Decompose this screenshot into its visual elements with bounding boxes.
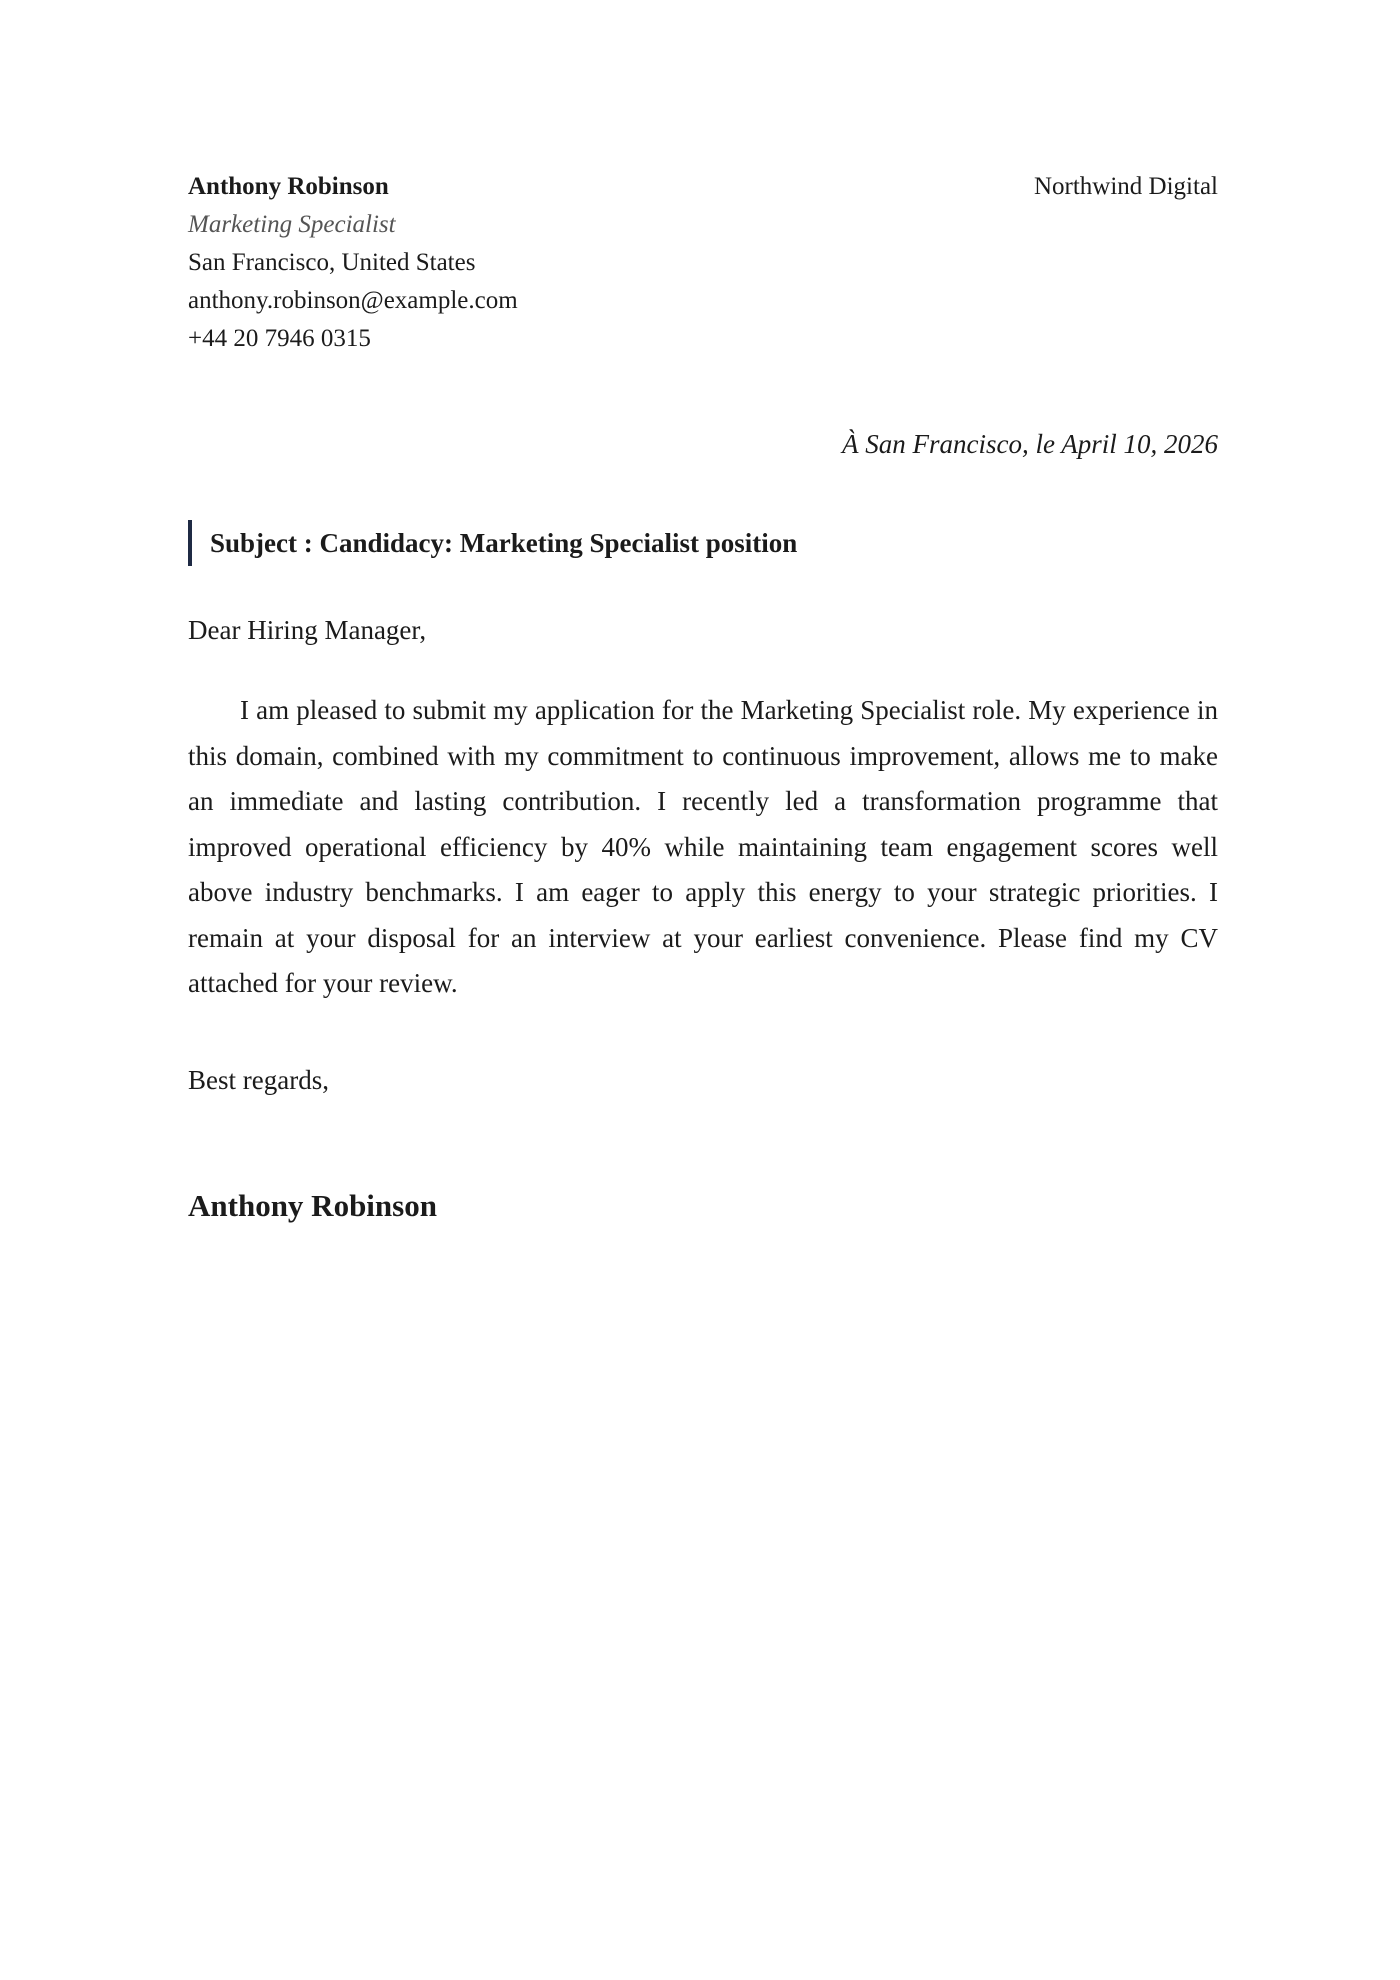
sender-title: Marketing Specialist: [188, 211, 396, 238]
sender-name: Anthony Robinson: [188, 173, 389, 200]
sender-phone: +44 20 7946 0315: [188, 325, 371, 352]
sender-location: San Francisco, United States: [188, 249, 476, 276]
closing: Best regards,: [188, 1065, 329, 1095]
subject-line: [188, 520, 797, 566]
salutation: Dear Hiring Manager,: [188, 615, 427, 645]
subject-text: Subject : Candidacy: Marketing Specialist position: [210, 527, 798, 558]
recipient-company: Northwind Digital: [1033, 173, 1218, 200]
signature: Anthony Robinson: [188, 1188, 437, 1223]
sender-email: anthony.robinson@example.com: [188, 287, 518, 314]
body-paragraph: I am pleased to submit my application for the Marketing Specialist role. My experience in this domain, combined with my commitment to continuous improvement, allows me to make an immediate and lasting contribution. I recently led a transformation programme that improved operational efficiency by 40% while maintaining team engagement scores well above industry benchmarks. I am eager to apply this energy to your strategic priorities. I remain at your disposal for an interview at your earliest convenience. Please find my CV attached for your review.: [188, 695, 1218, 998]
date-line: À San Francisco, le April 10, 2026: [842, 429, 1218, 459]
sender-block: [188, 168, 788, 358]
